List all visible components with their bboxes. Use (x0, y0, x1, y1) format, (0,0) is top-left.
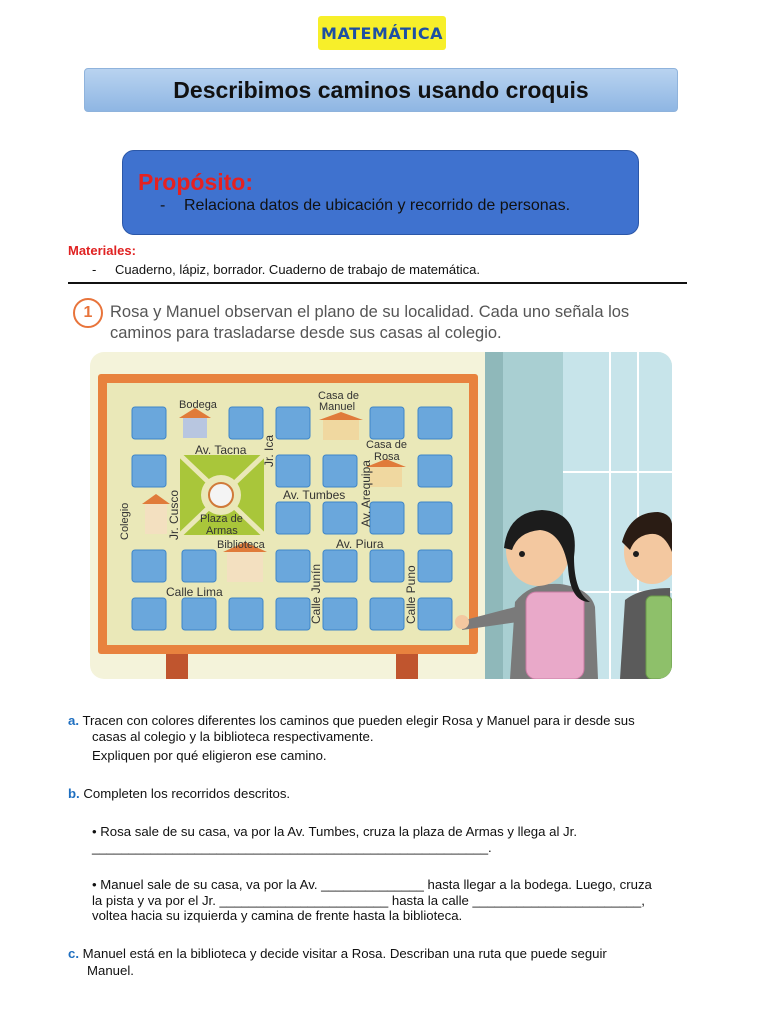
question-a-line1 (68, 712, 635, 729)
label-casa-rosa-1: Casa de (366, 439, 407, 451)
question-a-line2: casas al colegio y la biblioteca respectivamente. (92, 729, 374, 744)
label-calle-puno: Calle Puno (404, 565, 418, 624)
label-jr-ica: Jr. Ica (262, 434, 276, 467)
label-colegio: Colegio (119, 502, 131, 540)
b2-line1[interactable]: • Manuel sale de su casa, va por la Av. ______________ hasta llegar a la bodega. Luego, cruza (92, 877, 652, 892)
materials-text: Cuaderno, lápiz, borrador. Cuaderno de trabajo de matemática. (115, 262, 480, 277)
label-av-tacna: Av. Tacna (195, 443, 247, 457)
purpose-text: Relaciona datos de ubicación y recorrido de personas. (184, 197, 571, 214)
label-calle-lima: Calle Lima (166, 585, 223, 599)
label-casa-rosa-2: Rosa (374, 451, 400, 463)
purpose-heading: Propósito: (138, 169, 253, 195)
question-c-text1: Manuel está en la biblioteca y decide visitar a Rosa. Describan una ruta que puede seguir (82, 946, 607, 961)
question-c-line2: Manuel. (87, 963, 134, 978)
label-av-piura: Av. Piura (336, 537, 384, 551)
question-a-line3: Expliquen por qué eligieron ese camino. (92, 748, 327, 763)
page-title: Describimos caminos usando croquis (84, 68, 678, 112)
b1-line1: • Rosa sale de su casa, va por la Av. Tumbes, cruza la plaza de Armas y llega al Jr. (92, 824, 577, 839)
divider (68, 282, 687, 284)
b2-line3: voltea hacia su izquierda y camina de frente hasta la biblioteca. (92, 908, 463, 923)
question-c-letter: c. (68, 946, 79, 961)
label-biblioteca: Biblioteca (217, 539, 265, 551)
b2-line2[interactable]: la pista y va por el Jr. _______________________ hasta la calle _______________________, (92, 893, 645, 908)
question-b-letter: b. (68, 786, 80, 801)
question-a-letter: a. (68, 713, 79, 728)
label-av-tumbes: Av. Tumbes (283, 488, 346, 502)
subject-badge: MATEMÁTICA (318, 16, 446, 50)
map-svg (90, 352, 672, 679)
materials-bullet: - (92, 262, 97, 277)
map-illustration (90, 352, 672, 679)
label-plaza-2: Armas (206, 525, 238, 537)
label-av-arequipa: Av. Arequipa (359, 460, 373, 527)
label-plaza-1: Plaza de (200, 513, 243, 525)
purpose-box (122, 150, 639, 235)
question-b (68, 785, 290, 802)
materials-item (92, 262, 480, 277)
label-calle-junin: Calle Junín (309, 563, 323, 624)
label-casa-manuel-2: Manuel (319, 401, 356, 413)
activity-number: 1 (73, 298, 103, 328)
label-casa-manuel-1: Casa de (318, 390, 359, 402)
label-bodega: Bodega (179, 399, 217, 411)
activity-intro: Rosa y Manuel observan el plano de su localidad. Cada uno señala los caminos para trasladarse desde sus casas al colegio. (110, 303, 630, 342)
materials-heading: Materiales: (68, 243, 136, 258)
purpose-bullet: - (160, 197, 166, 214)
purpose-item (160, 197, 570, 215)
label-jr-cusco: Jr. Cusco (167, 489, 181, 540)
b1-line2-blank[interactable]: ______________________________________________________. (92, 840, 492, 855)
question-a-text1: Tracen con colores diferentes los caminos que pueden elegir Rosa y Manuel para ir desde sus (82, 713, 635, 728)
question-b-text: Completen los recorridos descritos. (83, 786, 291, 801)
question-c-line1 (68, 945, 607, 962)
